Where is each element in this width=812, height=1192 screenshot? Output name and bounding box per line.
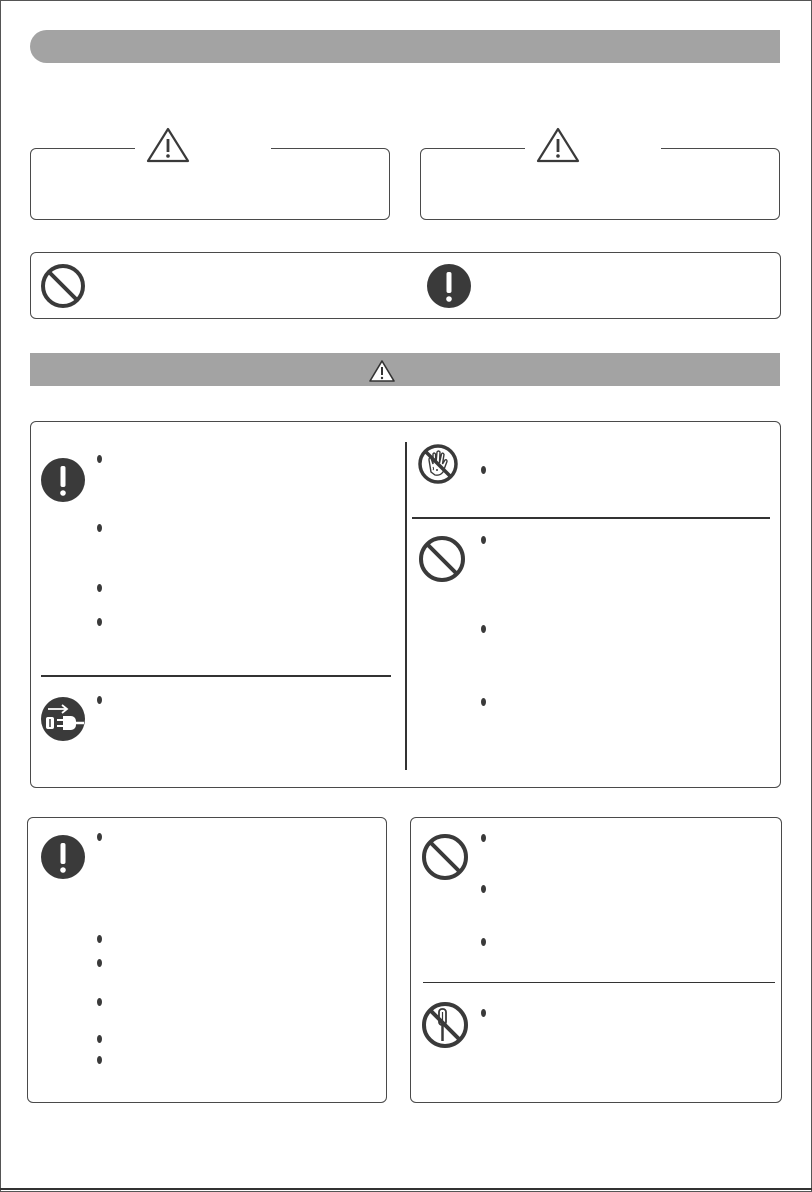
prohibition-icon xyxy=(421,833,469,881)
list-bullet xyxy=(481,885,486,893)
warning-section-header xyxy=(30,353,780,386)
section-divider xyxy=(41,675,391,677)
list-bullet xyxy=(97,1035,102,1043)
mandatory-action-icon xyxy=(426,263,472,309)
warning-legend-box-left xyxy=(30,148,390,220)
list-bullet xyxy=(97,833,102,841)
list-bullet xyxy=(97,584,102,592)
list-bullet xyxy=(481,536,486,544)
warning-triangle-icon xyxy=(536,127,580,163)
unplug-power-icon xyxy=(40,696,86,742)
page-bottom-rule xyxy=(0,1188,812,1190)
section-divider xyxy=(412,517,770,519)
warning-triangle-icon xyxy=(146,127,190,163)
no-disassembly-icon xyxy=(421,1001,469,1049)
list-bullet xyxy=(97,959,102,967)
section-divider xyxy=(423,982,775,983)
list-bullet xyxy=(97,1056,102,1064)
list-bullet xyxy=(97,998,102,1006)
mandatory-action-icon xyxy=(40,457,86,503)
prohibited-actions-box xyxy=(410,817,782,1103)
warning-legend-box-right xyxy=(420,148,780,220)
list-bullet xyxy=(97,524,102,532)
list-bullet xyxy=(97,696,102,704)
list-bullet xyxy=(481,834,486,842)
prohibition-icon xyxy=(418,535,466,583)
list-bullet xyxy=(481,1009,486,1017)
mandatory-instructions-box xyxy=(27,817,387,1103)
mandatory-action-icon xyxy=(40,834,86,880)
top-section-header xyxy=(30,30,780,63)
list-bullet xyxy=(481,466,486,474)
warning-triangle-icon xyxy=(368,359,396,383)
list-bullet xyxy=(481,698,486,706)
list-bullet xyxy=(97,618,102,626)
no-wet-hands-icon xyxy=(418,444,458,484)
prohibition-icon xyxy=(40,263,86,309)
warning-instructions-box xyxy=(30,421,781,788)
list-bullet xyxy=(481,938,486,946)
list-bullet xyxy=(97,935,102,943)
list-bullet xyxy=(97,455,102,463)
column-divider xyxy=(405,442,407,770)
symbol-legend-box xyxy=(30,252,781,319)
list-bullet xyxy=(481,625,486,633)
